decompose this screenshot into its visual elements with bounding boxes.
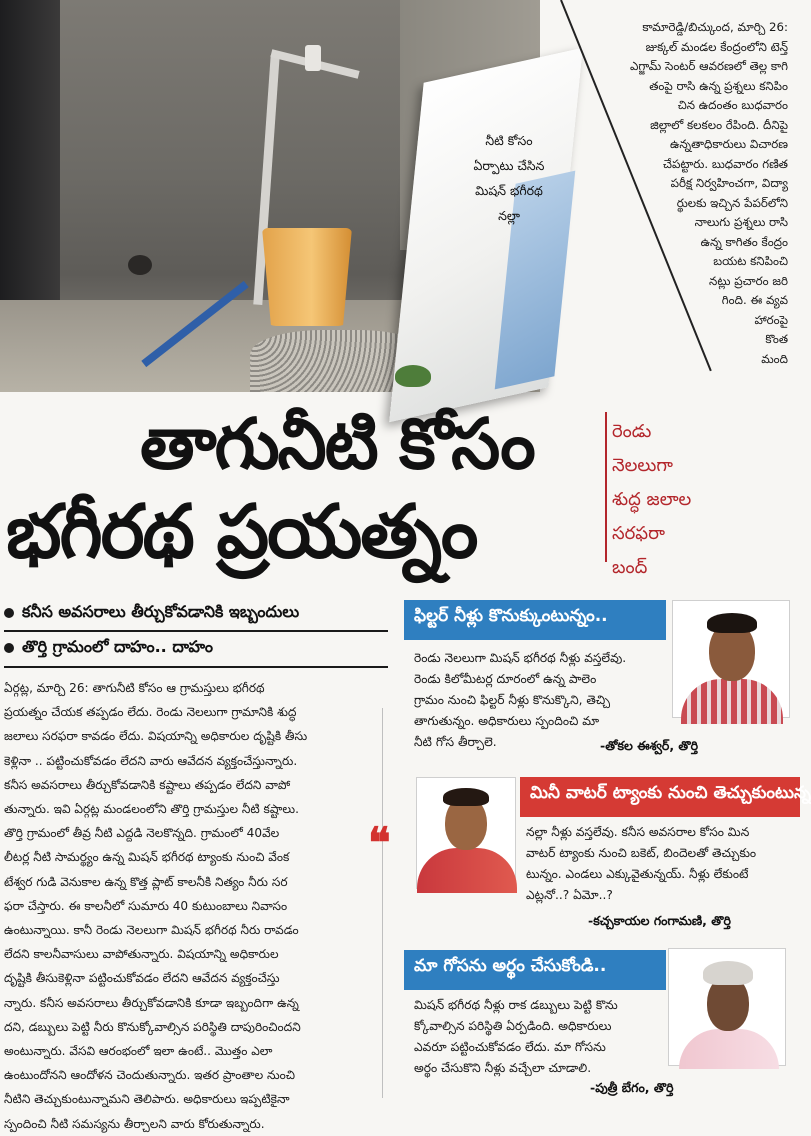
body-line: న్నారు. కనీస అవసరాలు తీర్చుకోవడానికి కూడా ఇబ్బందిగా ఉన్న: [4, 995, 299, 1010]
testimonial-line: రెండు నెలలుగా మిషన్ భగీరథ నీళ్లు వస్తలేవు.: [414, 651, 627, 665]
body-line: లీటర్ల నీటి సామర్థ్యం ఉన్న మిషన్ భగీరథ ట్యాంకు నుంచి వేంక: [4, 850, 290, 865]
testimonial-line: క్కోవాల్సిన పరిస్థితి ఏర్పడింది. అధికారులు: [414, 1019, 612, 1033]
news-photo: [0, 0, 540, 392]
side-line: చిన ఉదంతం బుధవారం: [677, 98, 788, 112]
side-line: హారంపై: [754, 312, 788, 327]
side-story: [588, 18, 788, 369]
saree: [417, 848, 517, 893]
article-body: [4, 676, 390, 1136]
orange-bucket: [262, 228, 352, 326]
subhead-line: శుద్ధ జలాల: [612, 489, 692, 510]
testimonial-line: ఎవరూ పట్టించుకోవడం లేదు. మా గోసను: [414, 1040, 606, 1054]
side-line: నాలుగు ప్రశ్నలు రాసి: [694, 215, 788, 229]
quote-mark-icon: ❝: [368, 818, 391, 867]
testimonial-line: టున్నం. ఎండలు ఎక్కువైతున్నయ్. నీళ్లు లేకుంటే: [526, 867, 749, 881]
subhead-line: సరఫరా: [612, 523, 665, 544]
side-line: బయట కనిపించి: [713, 254, 788, 268]
body-line: తున్నారు. ఇవి ఏర్గట్ల మండలంలోని తొర్తి గ్రామస్తుల నీటి కష్టాలు.: [4, 802, 299, 817]
bullet-point: [4, 602, 299, 625]
testimonial-line: నల్లా నీళ్లు వస్తలేవు. కనీస అవసరాల కోసం మిన: [526, 825, 750, 839]
testimonial-title: మినీ వాటర్ ట్యాంకు నుంచి తెచ్చుకుంటున్న: [520, 777, 800, 817]
testimonial-signature: -కచ్చకాయల గంగామణి, తొర్తి: [588, 913, 731, 928]
side-line: తంపై రాసి ఉన్న ప్రశ్నలు కనిపిం: [649, 78, 788, 93]
testimonial-line: వాటర్ ట్యాంకు నుంచి బకెట్, బిందెలతో తెచ్చుకుం: [526, 846, 757, 860]
side-line: ఉన్న కాగితం కేంద్రం: [700, 234, 788, 249]
body-line: ప్రయత్నం చేయక తప్పడం లేదు. రెండు నెలలుగా గ్రామానికి శుద్ధ: [4, 705, 297, 720]
body-line: జలాలు సరఫరా కావడం లేదు. విషయాన్ని అధికారుల దృష్టికి తీసు: [4, 729, 308, 744]
side-line: జుక్కల్ మండల కేంద్రంలోని టెన్త్: [645, 39, 788, 54]
testimonial-title: మా గోసను అర్థం చేసుకోండి..: [404, 950, 666, 990]
water-tap: [305, 45, 321, 71]
body-line: తొర్తి గ్రామంలో తీవ్ర నీటి ఎద్దడి నెలకొన్నది. గ్రామంలో 40వేల: [4, 826, 280, 841]
testimonial-text: [526, 822, 798, 906]
side-line: ఉన్నతాధికారులు విచారణ: [669, 137, 788, 151]
hair: [703, 961, 753, 985]
side-line: మంది: [761, 351, 788, 366]
body-line: ఉంటున్నాయి. కానీ రెండు నెలలుగా మిషన్ భగీరథ నీరు రావడం: [4, 923, 299, 938]
subhead-line: రెండు: [612, 421, 652, 442]
bullet-rule: [4, 666, 388, 668]
side-line: ఎగ్జామ్ సెంటర్ ఆవరణలో తెల్ల కాగి: [629, 59, 788, 73]
testimonial-text: [414, 995, 670, 1079]
portrait-elderly-woman-photo: [668, 948, 786, 1066]
body-line: ఉంటుందోనని ఆందోళన చెందుతున్నారు. ఇతర ప్రాంతాల నుంచి: [4, 1068, 296, 1083]
subhead-line: బంద్: [612, 557, 648, 578]
side-line: గింది. ఈ వ్యవ: [721, 293, 788, 307]
testimonial-line: అర్థం చేసుకొని నీళ్లు వచ్చేలా చూడాలి.: [414, 1061, 592, 1075]
saree: [679, 1029, 779, 1069]
testimonial-line: రెండు కిలోమీటర్ల దూరంలో ఉన్న పాలెం: [414, 672, 597, 686]
bullet-text: తొర్తి గ్రామంలో దాహం.. దాహం: [22, 637, 213, 656]
hair: [443, 788, 489, 806]
subhead-line: నెలలుగా: [612, 455, 673, 476]
headline-line-2: భగీరథ ప్రయత్నం: [6, 489, 477, 575]
portrait-woman-photo: [416, 777, 516, 889]
testimonial-line: మిషన్ భగీరథ నీళ్లు రాక డబ్బులు పెట్టి కొను: [414, 998, 618, 1012]
side-line: కొంత: [765, 332, 788, 346]
side-line: పరీక్ష నిర్వహించగా, విద్యా: [670, 176, 788, 190]
caption-line: నల్లా: [498, 208, 520, 223]
headline-line-1: తాగునీటి కోసం: [140, 402, 534, 485]
side-line: కామారెడ్డి/బిచ్కుంద, మార్చి 26:: [642, 20, 788, 34]
bullet-dot-icon: [4, 643, 14, 653]
photo-caption: [466, 128, 552, 228]
body-line: దని, డబ్బులు పెట్టి నీరు కొనుక్కోవాల్సిన పరిస్థితి దాపురించిందని: [4, 1019, 301, 1034]
testimonial-line: గ్రామం నుంచి ఫిల్టర్ నీళ్లు కొనుక్కొని, తెచ్చి: [414, 693, 611, 707]
testimonial-title: ఫిల్టర్ నీళ్లు కొనుక్కుంటున్నం..: [404, 600, 666, 640]
body-line: కెళ్లినా .. పట్టించుకోవడం లేదని వారు ఆవేదన వ్యక్తంచేస్తున్నారు.: [4, 753, 298, 768]
testimonial-line: నీటి గోస తీర్చాలె.: [414, 735, 497, 749]
body-line: దృష్టికి తీసుకెళ్లినా పట్టించుకోవడం లేదని ఆవేదన వ్యక్తంచేస్తు: [4, 971, 280, 986]
hair: [707, 613, 757, 633]
body-line: కనీస అవసరాలు తీర్చుకోవడానికి కష్టాలు తప్పడం లేదని వాపో: [4, 777, 291, 792]
bullet-dot-icon: [4, 608, 14, 618]
body-line: ఫరా చేస్తారు. ఈ కాలనీలో సుమారు 40 కుటుంబాలు నివాసం: [4, 898, 288, 913]
body-line: లేదని కాలనీవాసులు వాపోతున్నారు. విషయాన్ని అధికారుల: [4, 947, 279, 962]
bullet-rule: [4, 630, 388, 632]
column-divider: [382, 708, 383, 1098]
body-line: నీటిని తెచ్చుకుంటున్నామని తెలిపారు. అధికారులు ఇప్పటికైనా: [4, 1092, 290, 1107]
small-plant: [395, 365, 431, 387]
testimonial-line: తాగుతున్నం. అధికారులు స్పందించి మా: [414, 714, 600, 728]
wall-hole: [128, 255, 152, 275]
body-line: అంటున్నారు. వేసవి ఆరంభంలో ఇలా ఉంటే.. మొత్తం ఎలా: [4, 1044, 273, 1059]
side-line: జిల్లాలో కలకలం రేపింది. దీనిపై: [650, 117, 788, 132]
side-line: నట్లు ప్రచారం జరి: [709, 273, 788, 288]
subhead-divider: [605, 412, 607, 562]
testimonial-line: ఎట్లనో..? ఏమో..?: [526, 888, 613, 902]
caption-line: ఏర్పాటు చేసిన: [473, 158, 545, 173]
testimonial-signature: -పుత్రీ బేగం, తొర్తి: [590, 1080, 674, 1095]
caption-line: నీటి కోసం: [485, 133, 533, 148]
body-line: టేశ్వర గుడి వెనుకాల ఉన్న కొత్త ప్లాట్ కాలనీకి నిత్యం నీరు సర: [4, 874, 288, 889]
shirt: [681, 679, 783, 724]
testimonial-signature: -తోకల ఈశ్వర్, తొర్తి: [600, 738, 699, 753]
bullet-text: కనీస అవసరాలు తీర్చుకోవడానికి ఇబ్బందులు: [22, 602, 300, 621]
portrait-man-photo: [672, 600, 790, 718]
body-line: స్పందించి నీటి సమస్యను తీర్చాలని వారు కోరుతున్నారు.: [4, 1116, 265, 1131]
caption-line: మిషన్ భగీరథ: [475, 183, 543, 198]
side-line: ర్థులకు ఇచ్చిన పేపర్‌లోని: [676, 195, 788, 210]
subhead: [612, 415, 792, 585]
bullet-point: [4, 637, 213, 660]
body-line: ఏర్గట్ల, మార్చి 26: తాగునీటి కోసం ఆ గ్రామస్తులు భగీరథ: [4, 681, 265, 695]
side-line: చేపట్టారు. బుధవారం గణిత: [663, 156, 788, 171]
